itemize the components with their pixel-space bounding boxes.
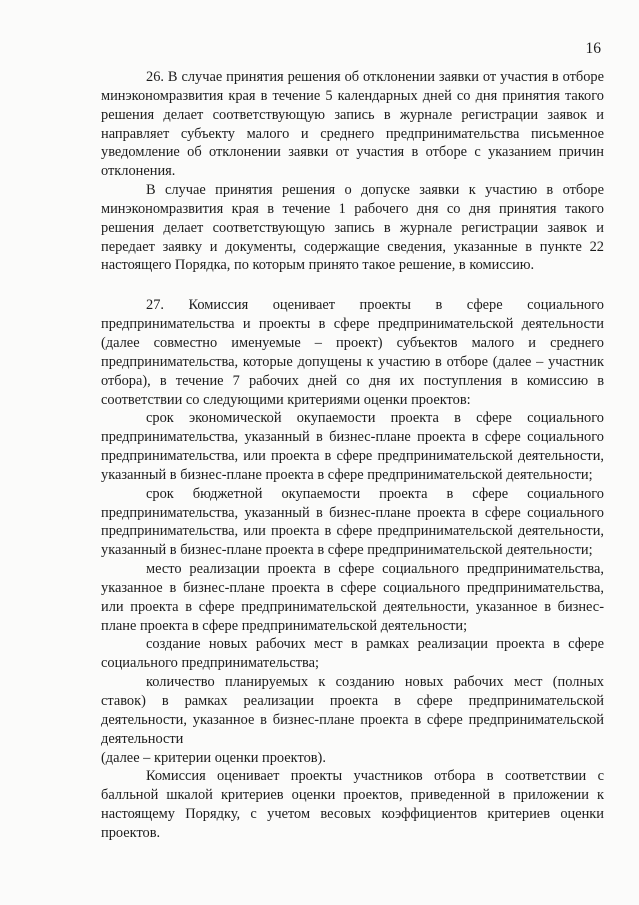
paragraph-evaluation-scale: Комиссия оценивает проекты участников отбора в соответствии с балльной шкалой критериев оценки проектов, приведенной в приложении к настоящему Порядку, с учетом весовых коэффициентов критериев оценки проектов. bbox=[101, 768, 604, 841]
criterion-economic-payback: срок экономической окупаемости проекта в сфере социального предпринимательства, указанный в бизнес-плане проекта в сфере социального предпринимательства, или проекта в сфере предпринимательской деятельности, указанный в бизнес-плане проекта в сфере предпринимательской деятельности; bbox=[101, 410, 604, 483]
paragraph-26-admission: В случае принятия решения о допуске заявки к участию в отборе минэкономразвития края в течение 1 рабочего дня со дня принятия такого решения делает соответствующую запись в журнале регистрации заявок и передает заявку и документы, содержащие сведения, указанные в пункте 22 настоящего Порядка, по которым принято такое решение, в комиссию. bbox=[101, 182, 604, 274]
criterion-budget-payback: срок бюджетной окупаемости проекта в сфере социального предпринимательства, указанный в бизнес-плане проекта в сфере социального предпринимательства, или проекта в сфере предпринимательской деятельности, указанный в бизнес-плане проекта в сфере предпринимательской деятельности; bbox=[101, 485, 604, 559]
page-number: 16 bbox=[585, 40, 601, 57]
paragraph-27: 27. Комиссия оценивает проекты в сфере социального предпринимательства и проекты в сфере предпринимательской деятельности (далее совместно именуемые – проект) субъектов малого и среднего предпринимательства, которые допущены к участию в отборе (далее – участник отбора), в течение 7 рабочих дней со дня их поступления в комиссию в соответствии со следующими критериями оценки проектов: bbox=[101, 297, 604, 408]
document-body bbox=[101, 68, 604, 843]
paragraph-26: 26. В случае принятия решения об отклонении заявки от участия в отборе минэкономразвития края в течение 5 календарных дней со дня принятия такого решения делает соответствующую запись в журнале регистрации заявок и направляет субъекту малого и среднего предпринимательства письменное уведомление об отклонении заявки от участия в отборе с указанием причин отклонения. bbox=[101, 69, 604, 180]
criterion-location: место реализации проекта в сфере социального предпринимательства, указанное в бизнес-плане проекта в сфере социального предпринимательства, или проекта в сфере предпринимательской деятельности, указанное в бизнес-плане проекта в сфере предпринимательской деятельности; bbox=[101, 561, 604, 634]
criterion-planned-jobs-count: количество планируемых к созданию новых рабочих мест (полных ставок) в рамках реализации проекта в сфере предпринимательской деятельности, указанное в бизнес-плане проекта в сфере предпринимательской деятельности bbox=[101, 674, 604, 747]
criteria-definition: (далее – критерии оценки проектов). bbox=[101, 749, 326, 766]
criterion-new-jobs: создание новых рабочих мест в рамках реализации проекта в сфере социального предпринимательства; bbox=[101, 636, 604, 672]
